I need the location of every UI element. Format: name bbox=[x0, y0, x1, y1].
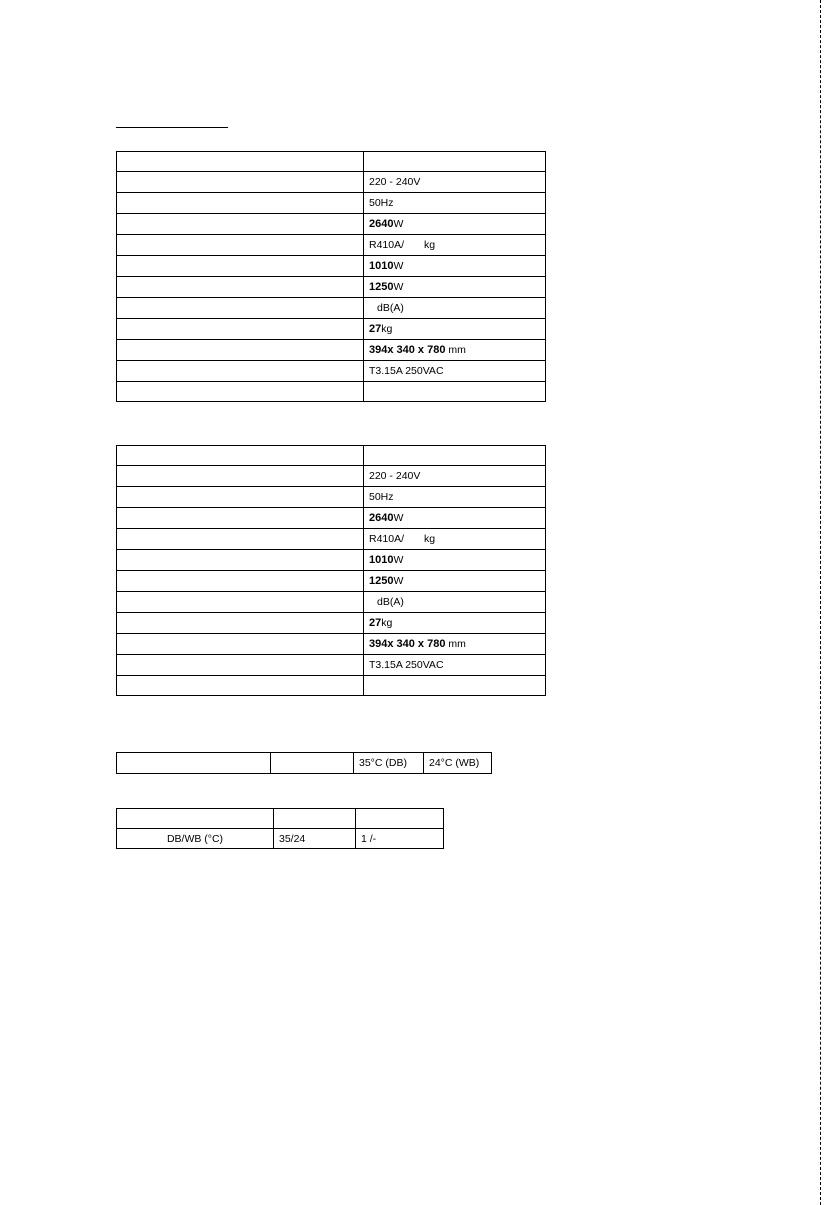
refrigerant: R410A/ bbox=[369, 533, 405, 545]
refrigerant-value bbox=[364, 235, 546, 256]
weight-value bbox=[364, 613, 546, 634]
row-value bbox=[364, 446, 546, 466]
table-row bbox=[117, 277, 546, 298]
unit: W bbox=[393, 218, 404, 230]
unit: mm bbox=[448, 344, 466, 356]
unit: W bbox=[393, 512, 404, 524]
power-value bbox=[364, 550, 546, 571]
unit: kg bbox=[424, 533, 436, 545]
number: 1010 bbox=[369, 554, 394, 566]
unit: mm bbox=[448, 638, 466, 650]
number: 2640 bbox=[369, 218, 394, 230]
row-label bbox=[117, 634, 364, 655]
table-row bbox=[117, 193, 546, 214]
number: 27 bbox=[369, 617, 382, 629]
table-row bbox=[117, 571, 546, 592]
table-row bbox=[117, 235, 546, 256]
unit: W bbox=[393, 260, 404, 272]
spec-table-1 bbox=[116, 151, 546, 402]
result-value: 1 /- bbox=[356, 829, 444, 849]
unit: kg bbox=[424, 239, 436, 251]
row-label bbox=[117, 529, 364, 550]
heading-underline bbox=[116, 127, 228, 128]
unit: dB(A) bbox=[377, 302, 404, 314]
condition-cell bbox=[271, 753, 354, 774]
spec-table-2 bbox=[116, 445, 546, 696]
row-label bbox=[117, 487, 364, 508]
table-row bbox=[117, 172, 546, 193]
unit: kg bbox=[381, 323, 393, 335]
fuse-value: T3.15A 250VAC bbox=[364, 655, 546, 676]
row-label bbox=[117, 277, 364, 298]
table-row bbox=[117, 361, 546, 382]
row-label bbox=[117, 256, 364, 277]
row-label bbox=[117, 655, 364, 676]
table-row bbox=[117, 256, 546, 277]
table-row bbox=[117, 466, 546, 487]
row-label bbox=[117, 466, 364, 487]
db-wb-value: 35/24 bbox=[274, 829, 356, 849]
row-label bbox=[117, 298, 364, 319]
voltage-value: 220 - 240V bbox=[364, 172, 546, 193]
noise-value bbox=[364, 592, 546, 613]
row-label bbox=[117, 340, 364, 361]
max-power-value bbox=[364, 571, 546, 592]
unit: W bbox=[393, 575, 404, 587]
table-row bbox=[117, 829, 444, 849]
table-row bbox=[117, 529, 546, 550]
table-row bbox=[117, 382, 546, 402]
row-label bbox=[117, 550, 364, 571]
row-label bbox=[117, 446, 364, 466]
number: 2640 bbox=[369, 512, 394, 524]
table-row bbox=[117, 676, 546, 696]
table-row bbox=[117, 298, 546, 319]
dimensions-value bbox=[364, 340, 546, 361]
table-row bbox=[117, 655, 546, 676]
table-row bbox=[117, 508, 546, 529]
noise-value bbox=[364, 298, 546, 319]
row-value bbox=[364, 382, 546, 402]
fuse-value: T3.15A 250VAC bbox=[364, 361, 546, 382]
power-value bbox=[364, 256, 546, 277]
row-label bbox=[117, 193, 364, 214]
row-label bbox=[117, 152, 364, 172]
number: 1010 bbox=[369, 260, 394, 272]
weight-value bbox=[364, 319, 546, 340]
table-row bbox=[117, 152, 546, 172]
row-label bbox=[117, 676, 364, 696]
table-row bbox=[117, 592, 546, 613]
table-row bbox=[117, 613, 546, 634]
test-table bbox=[116, 808, 444, 849]
row-label bbox=[117, 172, 364, 193]
db-wb-label: DB/WB (°C) bbox=[117, 829, 274, 849]
capacity-value bbox=[364, 214, 546, 235]
frequency-value: 50Hz bbox=[364, 193, 546, 214]
row-label bbox=[117, 508, 364, 529]
row-label bbox=[117, 235, 364, 256]
row-value bbox=[364, 152, 546, 172]
refrigerant: R410A/ bbox=[369, 239, 405, 251]
cut-line bbox=[820, 0, 821, 1205]
row-label bbox=[117, 319, 364, 340]
refrigerant-value bbox=[364, 529, 546, 550]
number: 1250 bbox=[369, 281, 394, 293]
table-row bbox=[117, 550, 546, 571]
header-cell bbox=[117, 809, 274, 829]
dimensions-value bbox=[364, 634, 546, 655]
unit: dB(A) bbox=[377, 596, 404, 608]
table-header-row bbox=[117, 809, 444, 829]
unit: W bbox=[393, 554, 404, 566]
row-label bbox=[117, 571, 364, 592]
header-cell bbox=[274, 809, 356, 829]
voltage-value: 220 - 240V bbox=[364, 466, 546, 487]
table-row bbox=[117, 753, 492, 774]
number: 1250 bbox=[369, 575, 394, 587]
row-label bbox=[117, 613, 364, 634]
dry-bulb-temp: 35°C (DB) bbox=[354, 753, 424, 774]
table-row bbox=[117, 340, 546, 361]
row-label bbox=[117, 382, 364, 402]
number: 394x 340 x 780 bbox=[369, 344, 446, 356]
unit: kg bbox=[381, 617, 393, 629]
table-row bbox=[117, 214, 546, 235]
table-row bbox=[117, 634, 546, 655]
row-label bbox=[117, 592, 364, 613]
conditions-table bbox=[116, 752, 492, 774]
table-row bbox=[117, 446, 546, 466]
number: 394x 340 x 780 bbox=[369, 638, 446, 650]
table-row bbox=[117, 487, 546, 508]
row-label bbox=[117, 361, 364, 382]
header-cell bbox=[356, 809, 444, 829]
max-power-value bbox=[364, 277, 546, 298]
table-row bbox=[117, 319, 546, 340]
row-value bbox=[364, 676, 546, 696]
unit: W bbox=[393, 281, 404, 293]
number: 27 bbox=[369, 323, 382, 335]
frequency-value: 50Hz bbox=[364, 487, 546, 508]
capacity-value bbox=[364, 508, 546, 529]
condition-cell bbox=[117, 753, 271, 774]
row-label bbox=[117, 214, 364, 235]
wet-bulb-temp: 24°C (WB) bbox=[424, 753, 492, 774]
